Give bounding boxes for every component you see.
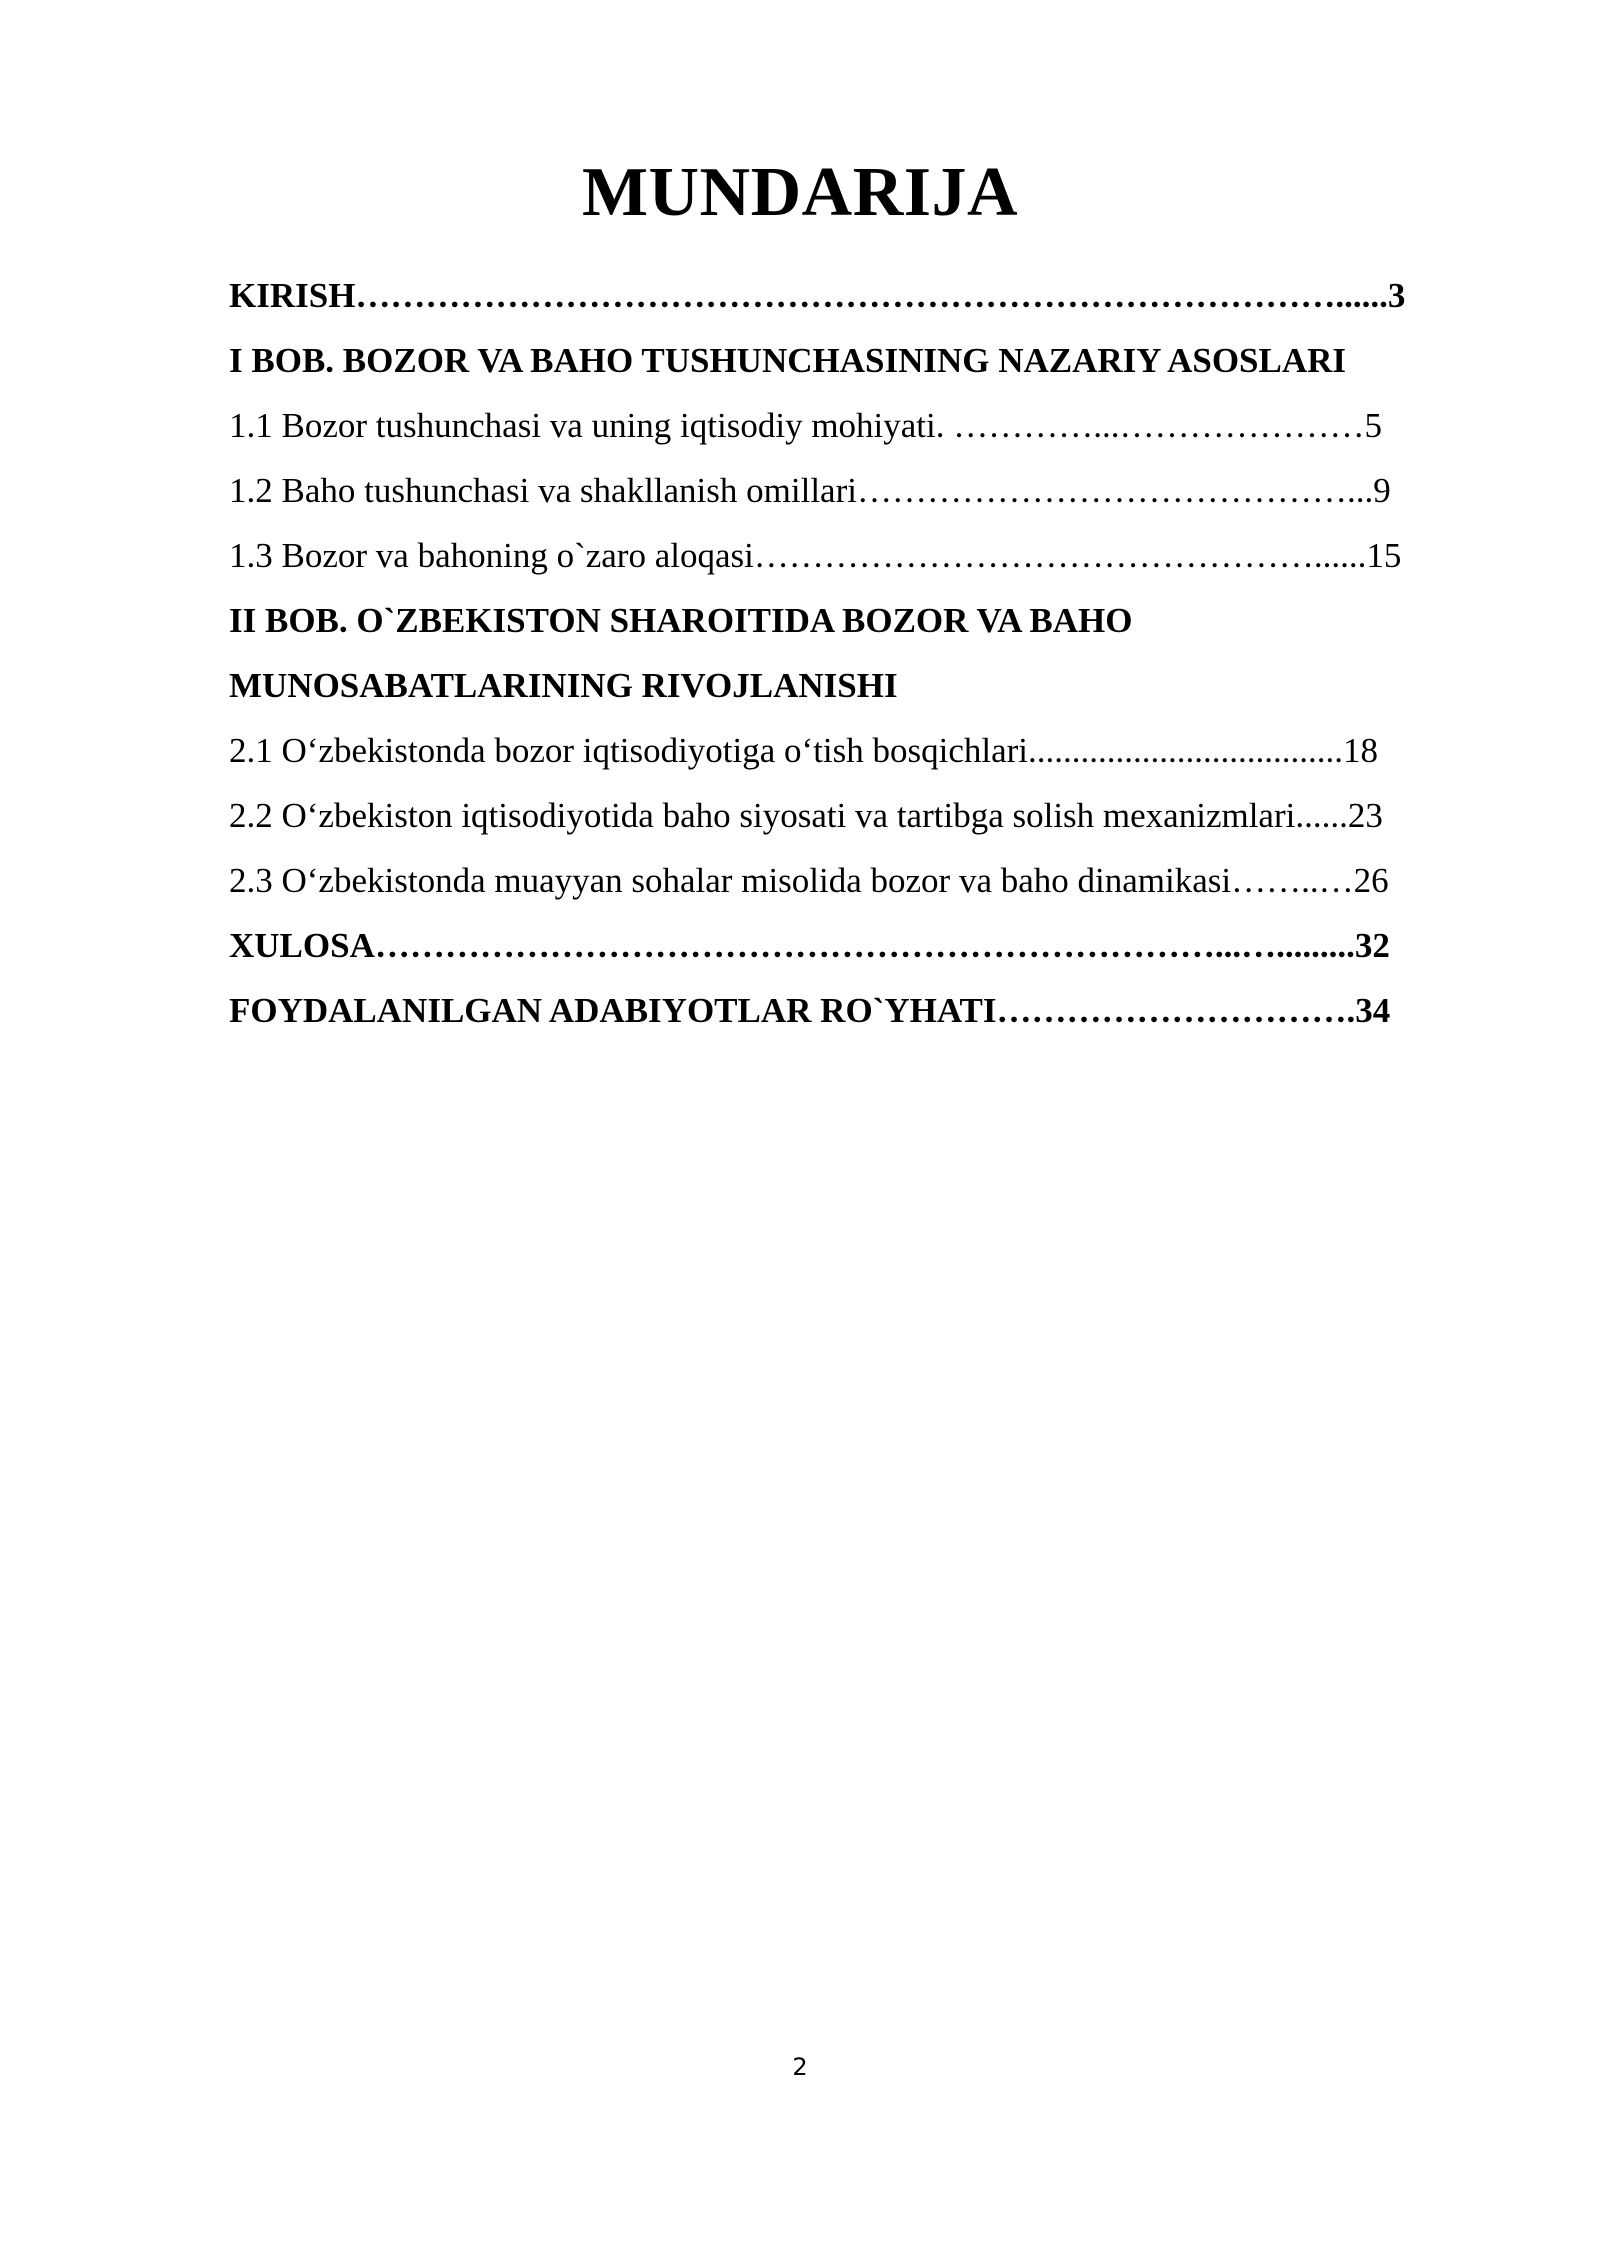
toc-entry-bibliography: FOYDALANILGAN ADABIYOTLAR RO`YHATI………………………….34 xyxy=(229,991,1391,1030)
toc-entry-2-2: 2.2 O‘zbekiston iqtisodiyotida baho siyosati va tartibga solish mexanizmlari......23 xyxy=(229,796,1383,835)
table-of-contents xyxy=(229,263,1489,1043)
toc-entry-2-3: 2.3 O‘zbekistonda muayyan sohalar misolida bozor va baho dinamikasi……..…26 xyxy=(229,861,1389,900)
page-number: 2 xyxy=(792,2053,808,2081)
toc-entry-1-1: 1.1 Bozor tushunchasi va uning iqtisodiy mohiyati. …………...…………………5 xyxy=(229,406,1383,445)
toc-entry-1-3: 1.3 Bozor va bahoning o`zaro aloqasi…………………………………………......15 xyxy=(229,536,1402,575)
toc-chapter-2-heading-line-1: II BOB. O`ZBEKISTON SHAROITIDA BOZOR VA BAHO xyxy=(229,601,1133,640)
toc-chapter-2-heading-line-2: MUNOSABATLARINING RIVOJLANISHI xyxy=(229,666,898,705)
toc-entry-1-2: 1.2 Baho tushunchasi va shakllanish omillari……………………………………...9 xyxy=(229,471,1391,510)
toc-entry-2-1: 2.1 O‘zbekistonda bozor iqtisodiyotiga o‘tish bosqichlari....................................18 xyxy=(229,731,1379,770)
toc-chapter-1-heading: I BOB. BOZOR VA BAHO TUSHUNCHASINING NAZARIY ASOSLARI xyxy=(229,341,1347,380)
toc-entry-xulosa: XULOSA………………………………………………………………...….........32 xyxy=(229,926,1390,965)
page-title: MUNDARIJA xyxy=(581,154,1019,231)
toc-entry-kirish: KIRISH…………………………………………………………………………......3 xyxy=(229,276,1406,315)
